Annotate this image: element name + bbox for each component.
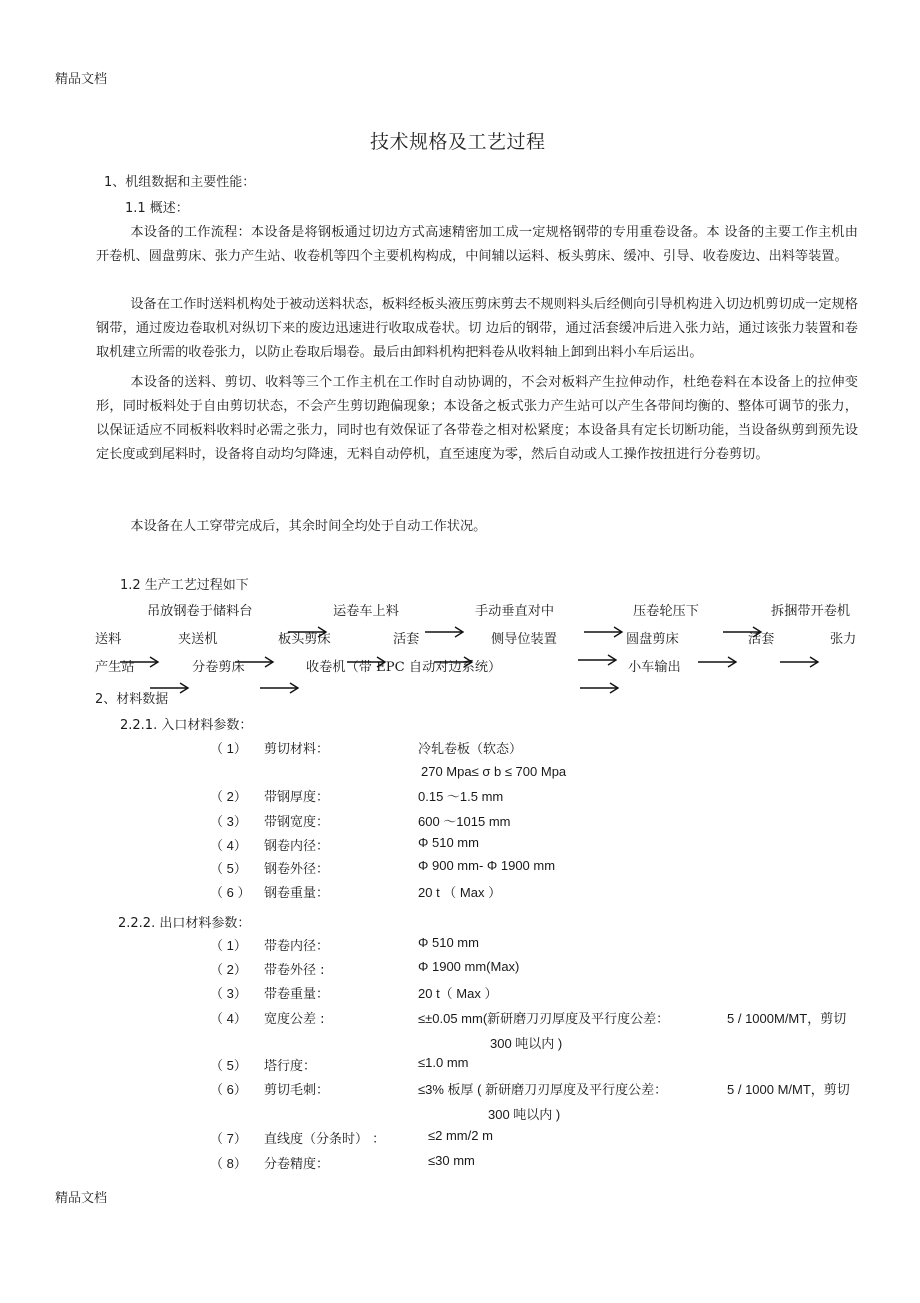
flow-step: 吊放钢卷于储料台: [147, 604, 253, 619]
outlet-item-value-right: 5 / 1000 M/MT，剪切: [727, 1082, 850, 1097]
inlet-item-no: （ 4）: [210, 838, 247, 853]
flow-step: 侧导位装置: [491, 632, 557, 647]
outlet-item-value: ≤±0.05 mm(新研磨刀刃厚度及平行度公差：: [418, 1011, 670, 1026]
arrow-right-icon: [780, 656, 820, 668]
flow-step: 送料: [95, 632, 122, 647]
arrow-right-icon: [580, 682, 620, 694]
outlet-item-no: （ 1）: [210, 938, 247, 953]
outlet-item-value: ≤3% 板厚 ( 新研磨刀刃厚度及平行度公差：: [418, 1082, 668, 1097]
inlet-item-label: 钢卷重量：: [264, 886, 330, 901]
flow-step: 手动垂直对中: [475, 604, 555, 619]
flow-step: 拆捆带开卷机: [771, 604, 851, 619]
outlet-item-value: 20 t（ Max ）: [418, 986, 498, 1001]
paragraph-coordination: 本设备的送料、剪切、收料等三个工作主机在工作时自动协调的，不会对板料产生拉伸动作，杜绝卷料在本设备上的拉伸变形，同时板料处于自由剪切状态，不会产生剪切跑偏现象；本设备之板式张力产生站可以产生各带间均衡的、整体可调节的张力，以保证适应不同板料收料时必需之张力，同时也有效保证了各带卷之相对松紧度；本设备具有定长切断功能，当设备纵剪到预先设定长度或到尾料时，设备将自动均匀降速，无料自动停机，直至速度为零，然后自动或人工操作按扭进行分卷剪切。: [96, 375, 858, 462]
arrow-right-icon: [347, 656, 387, 668]
arrow-right-icon: [434, 656, 474, 668]
flow-step: 活套: [748, 632, 775, 647]
flow-step: 小车输出: [628, 660, 681, 675]
inlet-item-value-extra: 270 Mpa≤ σ b ≤ 700 Mpa: [421, 764, 567, 779]
outlet-item-no: （ 7）: [210, 1131, 247, 1146]
outlet-params-heading: [118, 912, 250, 931]
outlet-item-no: （ 3）: [210, 986, 247, 1001]
outlet-item-no: （ 5）: [210, 1058, 247, 1073]
header-watermark: 精品文档: [55, 72, 108, 87]
section-1-1-heading: 1.1 概述：: [125, 201, 189, 216]
outlet-item-label: 带卷外径 :: [264, 963, 325, 978]
arrow-right-icon: [425, 626, 465, 638]
inlet-item-value: 600 ～1015 mm: [418, 814, 511, 829]
outlet-item-value: ≤1.0 mm: [418, 1055, 469, 1070]
outlet-item-value-right: 5 / 1000M/MT，剪切: [727, 1011, 847, 1026]
flow-step: 活套: [393, 632, 420, 647]
outlet-item-label: 剪切毛刺：: [264, 1083, 330, 1098]
flow-step: 收卷机（带 EPC 自动对边系统）: [306, 660, 502, 675]
inlet-item-label: 剪切材料：: [264, 742, 330, 757]
inlet-item-no: （ 3）: [210, 814, 247, 829]
outlet-item-no: （ 6）: [210, 1082, 247, 1097]
outlet-item-value: Φ 510 mm: [418, 935, 479, 950]
outlet-item-label: 带卷内径：: [264, 939, 330, 954]
inlet-item-no: （ 1）: [210, 741, 247, 756]
outlet-item-label: 宽度公差 :: [264, 1012, 325, 1027]
footer-watermark: 精品文档: [55, 1191, 108, 1206]
flow-step: 板头剪床: [278, 632, 331, 647]
flow-step: 压卷轮压下: [633, 604, 699, 619]
flow-step: 圆盘剪床: [626, 632, 679, 647]
inlet-item-label: 带钢厚度：: [264, 790, 330, 805]
outlet-item-value-cont: 300 吨以内 ): [488, 1107, 561, 1122]
inlet-params-heading: [120, 714, 252, 733]
arrow-right-icon: [584, 626, 624, 638]
inlet-item-no: （ 5）: [210, 861, 247, 876]
inlet-params-heading-text: 2.2.1. 入口材料参数：: [120, 718, 253, 733]
flow-step: 分卷剪床: [192, 660, 245, 675]
outlet-item-label: 直线度（分条时） ：: [264, 1132, 386, 1147]
inlet-item-label: 钢卷外径：: [264, 862, 330, 877]
section-2-heading: 2、材料数据: [95, 692, 169, 707]
inlet-item-no: （ 6 ）: [210, 885, 251, 900]
paragraph-workflow: 本设备的工作流程：本设备是将钢板通过切边方式高速精密加工成一定规格钢带的专用重卷设备。本 设备的主要工作主机由开卷机、圆盘剪床、张力产生站、收卷机等四个主要机构构成，中间辅以运料、板头剪床、缓冲、引导、收卷废边、出料等装置。: [96, 225, 858, 264]
outlet-item-no: （ 8）: [210, 1156, 247, 1171]
flow-step: 夹送机: [178, 632, 218, 647]
inlet-item-value: Φ 510 mm: [418, 835, 479, 850]
arrow-right-icon: [260, 682, 300, 694]
paragraph-operation: 设备在工作时送料机构处于被动送料状态，板料经板头液压剪床剪去不规则料头后经侧向引导机构进入切边机剪切成一定规格钢带，通过废边卷取机对纵切下来的废边迅速进行收取成卷状。切 边后的钢带，通过活套缓冲后进入张力站，通过该张力装置和卷取机建立所需的收卷张力，以防止卷取后塌卷。最后由卸料机构把料卷从收料轴上卸到出料小车后运出。: [96, 297, 858, 360]
outlet-item-label: 带卷重量：: [264, 987, 330, 1002]
flow-step: 产生站: [95, 660, 135, 675]
inlet-item-value: 20 t （ Max ）: [418, 885, 502, 900]
inlet-item-label: 钢卷内径：: [264, 839, 330, 854]
outlet-params-heading-text: 2.2.2. 出口材料参数：: [118, 916, 251, 931]
arrow-right-icon: [120, 656, 160, 668]
flow-step: 运卷车上料: [333, 604, 399, 619]
inlet-item-value: 0.15 ～1.5 mm: [418, 789, 504, 804]
section-1-heading: 1、机组数据和主要性能：: [104, 175, 256, 190]
paragraph-automation: 本设备在人工穿带完成后，其余时间全均处于自动工作状况。: [130, 519, 487, 534]
outlet-item-no: （ 4）: [210, 1011, 247, 1026]
outlet-item-value: Φ 1900 mm(Max): [418, 959, 520, 974]
outlet-item-label: 塔行度：: [264, 1059, 317, 1074]
page-title: 技术规格及工艺过程: [370, 131, 546, 153]
arrow-right-icon: [235, 656, 275, 668]
arrow-right-icon: [288, 626, 328, 638]
arrow-right-icon: [578, 654, 618, 666]
flow-step: 张力: [830, 632, 857, 647]
outlet-item-value: ≤2 mm/2 m: [428, 1128, 493, 1143]
outlet-item-label: 分卷精度：: [264, 1157, 330, 1172]
arrow-right-icon: [723, 626, 763, 638]
inlet-item-no: （ 2）: [210, 789, 247, 804]
outlet-item-value-cont: 300 吨以内 ): [490, 1036, 563, 1051]
inlet-item-label: 带钢宽度：: [264, 815, 330, 830]
inlet-item-value: 冷轧卷板（软态）: [418, 742, 523, 757]
section-1-2-heading: 1.2 生产工艺过程如下: [120, 578, 249, 593]
inlet-item-value: Φ 900 mm- Φ 1900 mm: [418, 858, 556, 873]
outlet-item-no: （ 2）: [210, 962, 247, 977]
arrow-right-icon: [698, 656, 738, 668]
outlet-item-value: ≤30 mm: [428, 1153, 475, 1168]
